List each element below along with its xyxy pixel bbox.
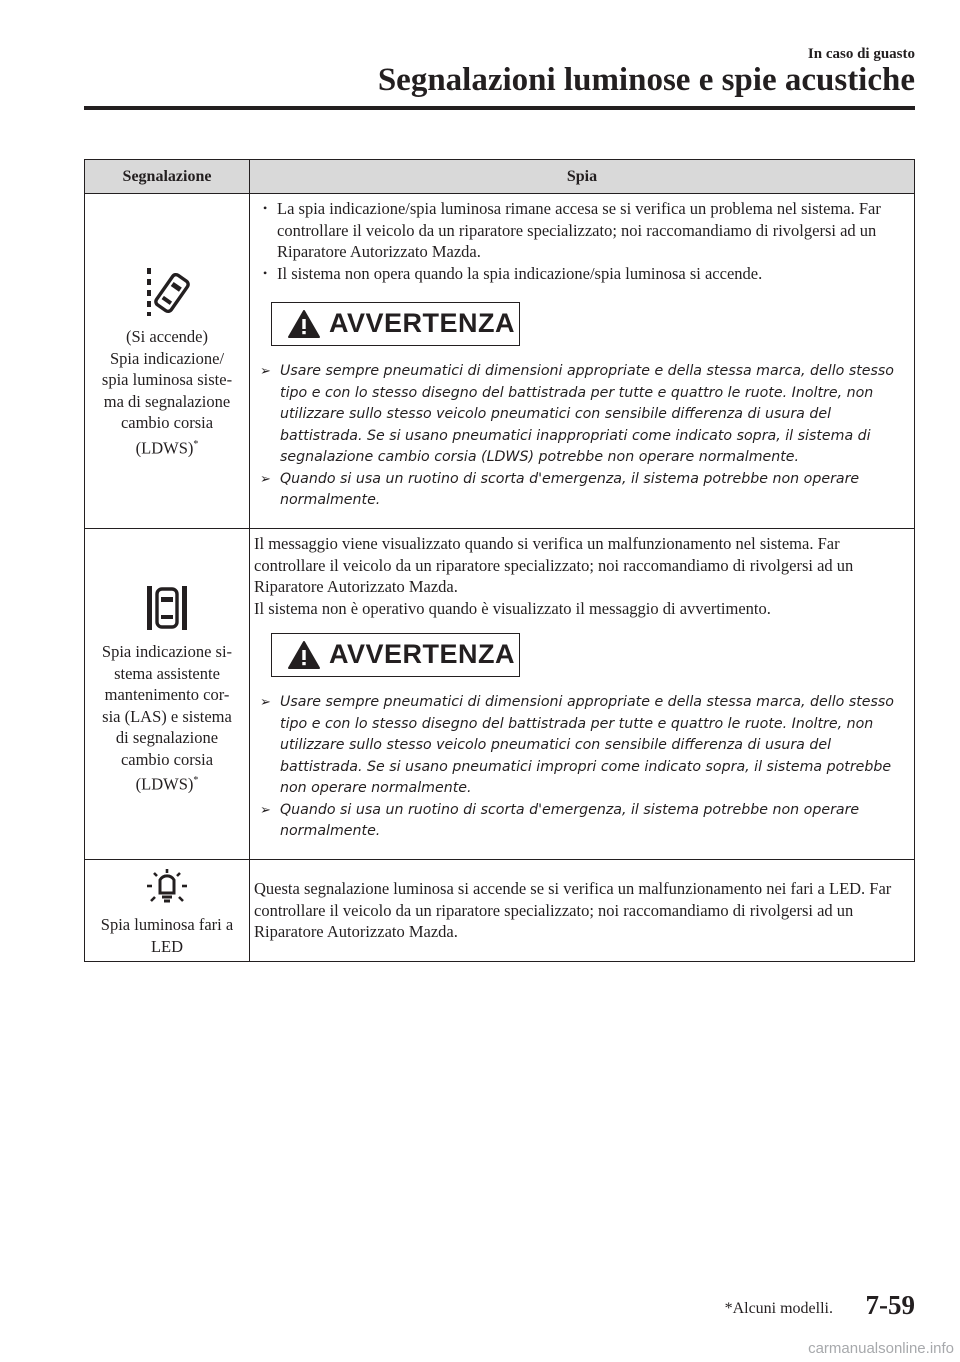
light-description-cell (250, 860, 915, 962)
led-headlight-warning-icon (143, 868, 191, 910)
warning-item: ➢ Quando si usa un ruotino di scorta d'emergenza, il sistema potrebbe non operare normalmente. (260, 470, 860, 508)
table-row (85, 860, 915, 962)
warning-lights-table (84, 159, 915, 962)
paragraph: Questa segnalazione luminosa si accende se si verifica un malfunzionamento nei fari a LED. Far controllare il veicolo da un riparatore specializzato; noi raccomandiamo di rivolgersi ad un Riparatore Autorizzato Mazda. (254, 879, 892, 941)
lane-assist-system-icon (145, 583, 189, 633)
signal-cell (85, 194, 250, 529)
page-number: 7-59 (865, 1290, 915, 1320)
watermark: carmanualsonline.info (808, 1340, 954, 1357)
table-header-row (85, 160, 915, 194)
warning-box (271, 302, 520, 346)
signal-cell (85, 860, 250, 962)
table-row (85, 529, 915, 860)
col-header-signal: Segnalazione (85, 160, 250, 194)
paragraph: Il sistema non è operativo quando è visualizzato il messaggio di avvertimento. (254, 598, 771, 618)
page-title: Segnalazioni luminose e spie acustiche (377, 62, 915, 98)
arrow-icon: ➢ (260, 695, 271, 710)
bullet-item: • Il sistema non opera quando la spia indicazione/spia luminosa si accende. (254, 263, 910, 285)
warning-item: ➢ Quando si usa un ruotino di scorta d'emergenza, il sistema potrebbe non operare normalmente. (260, 801, 860, 839)
warning-item: ➢ Usare sempre pneumatici di dimensioni appropriate e della stessa marca, dello stesso tipo e con lo stesso disegno del battistrada per tutte e quattro le ruote. Inoltre, non utilizzare sullo stesso veicolo pneumatici con sensibile differenza di usura del battistrada. Se si usano pneumatici inappropriati come indicato sopra, il sistema di segnalazione cambio corsia (LDWS) potrebbe non operare normalmente. (260, 363, 894, 465)
light-description-cell (250, 529, 915, 860)
warning-label: AVVERTENZA (329, 639, 516, 670)
col-header-light: Spia (250, 160, 915, 194)
footnote: *Alcuni modelli. (724, 1300, 833, 1317)
signal-label: (Si accende) Spia indicazione/ spia luminosa siste- ma di segnalazione cambio corsia (LDWS)* (101, 327, 233, 457)
arrow-icon: ➢ (260, 802, 271, 818)
arrow-icon: ➢ (260, 471, 271, 487)
warning-box (271, 633, 520, 677)
section-title: In caso di guasto (807, 46, 915, 62)
warning-item: ➢ Usare sempre pneumatici di dimensioni appropriate e della stessa marca, dello stesso tipo e con lo stesso disegno del battistrada per tutte e quattro le ruote. Inoltre, non utilizzare sullo stesso veicolo pneumatici con sensibile differenza di usura del battistrada. Se si usano pneumatici impropri come indicato sopra, il sistema potrebbe non operare normalmente. (260, 694, 894, 796)
light-description-cell (250, 194, 915, 529)
lane-departure-warning-icon (142, 266, 192, 318)
paragraph: Il messaggio viene visualizzato quando si verifica un malfunzionamento nel sistema. Far controllare il veicolo da un riparatore specializzato; noi raccomandiamo di rivolgersi ad un Riparatore Autorizzato Mazda. (254, 534, 854, 596)
header-rule (84, 106, 915, 110)
warning-triangle-icon (287, 309, 321, 339)
signal-cell (85, 529, 250, 860)
warning-triangle-icon (287, 640, 321, 670)
signal-label: Spia luminosa fari a LED (100, 915, 234, 956)
warning-label: AVVERTENZA (329, 308, 516, 339)
bullet-item: • La spia indicazione/spia luminosa rimane accesa se si verifica un problema nel sistema. Far controllare il veicolo da un riparatore specializzato; noi raccomandiamo di rivolgersi ad un Riparatore Autorizzato Mazda. (254, 198, 910, 263)
table-row (85, 194, 915, 529)
arrow-icon: ➢ (260, 364, 271, 379)
signal-label: Spia indicazione si- stema assistente mantenimento cor- sia (LAS) e sistema di segnalazione cambio corsia (LDWS)* (101, 642, 233, 794)
